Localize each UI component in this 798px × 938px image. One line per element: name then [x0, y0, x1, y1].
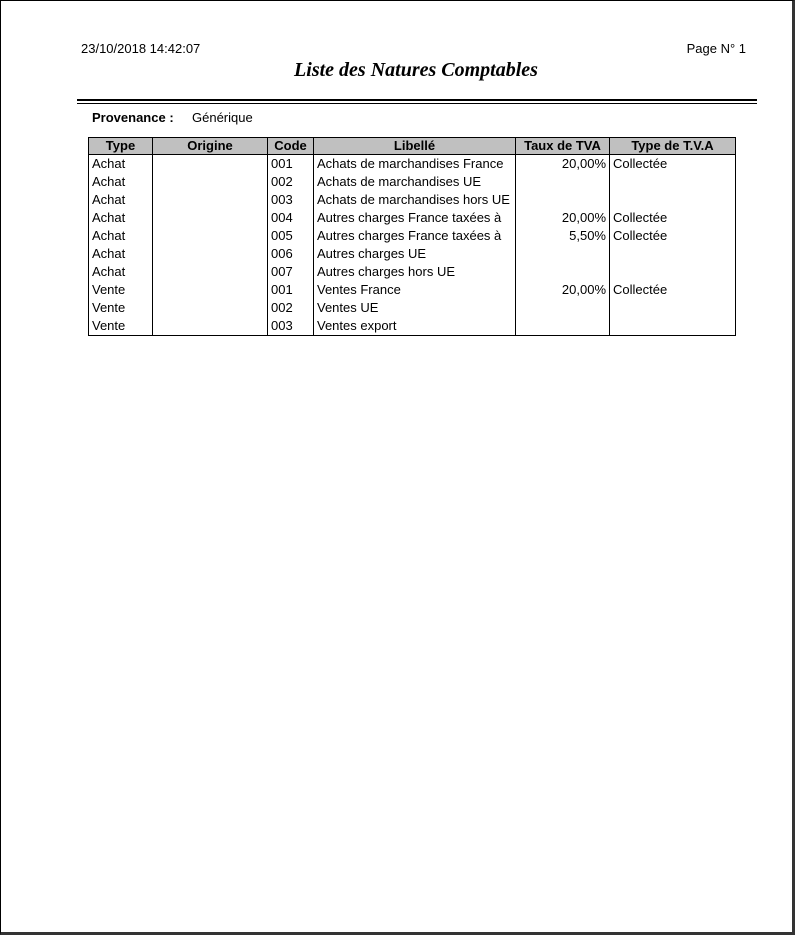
- cell-libelle: Autres charges France taxées à: [314, 227, 516, 245]
- cell-origine: [153, 155, 268, 174]
- page-title: Liste des Natures Comptables: [294, 59, 538, 81]
- column-header-type: Type: [89, 138, 153, 155]
- cell-libelle: Achats de marchandises hors UE: [314, 191, 516, 209]
- provenance-value: Générique: [192, 110, 253, 125]
- cell-type-tva: [610, 263, 736, 281]
- page-number: Page N° 1: [686, 41, 746, 56]
- cell-type: Achat: [89, 191, 153, 209]
- table-row: [89, 155, 736, 174]
- cell-taux-tva: [516, 191, 610, 209]
- cell-code: 006: [268, 245, 314, 263]
- cell-taux-tva: [516, 173, 610, 191]
- table-row: [89, 191, 736, 209]
- cell-type-tva: [610, 317, 736, 336]
- cell-origine: [153, 281, 268, 299]
- table-row: [89, 173, 736, 191]
- table-row: [89, 263, 736, 281]
- print-datetime: 23/10/2018 14:42:07: [81, 41, 201, 56]
- cell-type-tva: [610, 191, 736, 209]
- cell-type: Vente: [89, 317, 153, 336]
- table-row: [89, 209, 736, 227]
- cell-libelle: Achats de marchandises UE: [314, 173, 516, 191]
- table-row: [89, 281, 736, 299]
- column-header-code: Code: [268, 138, 314, 155]
- cell-code: 003: [268, 317, 314, 336]
- cell-type: Achat: [89, 155, 153, 174]
- cell-origine: [153, 191, 268, 209]
- cell-type-tva: [610, 299, 736, 317]
- cell-taux-tva: [516, 299, 610, 317]
- cell-taux-tva: [516, 245, 610, 263]
- cell-taux-tva: 20,00%: [516, 209, 610, 227]
- cell-type-tva: Collectée: [610, 209, 736, 227]
- cell-type: Vente: [89, 281, 153, 299]
- cell-origine: [153, 263, 268, 281]
- column-header-type-tva: Type de T.V.A: [610, 138, 736, 155]
- cell-libelle: Autres charges UE: [314, 245, 516, 263]
- cell-code: 002: [268, 173, 314, 191]
- cell-taux-tva: 20,00%: [516, 155, 610, 174]
- cell-type: Achat: [89, 209, 153, 227]
- cell-origine: [153, 299, 268, 317]
- cell-libelle: Autres charges hors UE: [314, 263, 516, 281]
- cell-type: Achat: [89, 227, 153, 245]
- cell-type-tva: Collectée: [610, 227, 736, 245]
- cell-code: 007: [268, 263, 314, 281]
- cell-taux-tva: 20,00%: [516, 281, 610, 299]
- cell-libelle: Achats de marchandises France: [314, 155, 516, 174]
- cell-origine: [153, 209, 268, 227]
- cell-type: Achat: [89, 173, 153, 191]
- table-row: [89, 317, 736, 336]
- cell-code: 005: [268, 227, 314, 245]
- header-divider-thin: [77, 103, 757, 104]
- cell-code: 001: [268, 281, 314, 299]
- cell-type: Vente: [89, 299, 153, 317]
- cell-code: 004: [268, 209, 314, 227]
- cell-type-tva: Collectée: [610, 155, 736, 174]
- cell-origine: [153, 245, 268, 263]
- cell-type-tva: Collectée: [610, 281, 736, 299]
- cell-code: 002: [268, 299, 314, 317]
- column-header-libelle: Libellé: [314, 138, 516, 155]
- cell-taux-tva: [516, 263, 610, 281]
- cell-type-tva: [610, 245, 736, 263]
- cell-libelle: Ventes France: [314, 281, 516, 299]
- table-row: [89, 299, 736, 317]
- table-header-row: [89, 138, 736, 155]
- provenance-label: Provenance :: [92, 110, 174, 125]
- cell-origine: [153, 317, 268, 336]
- cell-libelle: Ventes UE: [314, 299, 516, 317]
- table-row: [89, 227, 736, 245]
- natures-table: [88, 137, 736, 336]
- cell-type: Achat: [89, 245, 153, 263]
- column-header-origine: Origine: [153, 138, 268, 155]
- cell-code: 003: [268, 191, 314, 209]
- header-divider-thick: [77, 99, 757, 101]
- cell-type: Achat: [89, 263, 153, 281]
- cell-origine: [153, 173, 268, 191]
- table-row: [89, 245, 736, 263]
- cell-libelle: Autres charges France taxées à: [314, 209, 516, 227]
- column-header-taux-tva: Taux de TVA: [516, 138, 610, 155]
- cell-type-tva: [610, 173, 736, 191]
- cell-origine: [153, 227, 268, 245]
- cell-libelle: Ventes export: [314, 317, 516, 336]
- cell-taux-tva: 5,50%: [516, 227, 610, 245]
- cell-taux-tva: [516, 317, 610, 336]
- cell-code: 001: [268, 155, 314, 174]
